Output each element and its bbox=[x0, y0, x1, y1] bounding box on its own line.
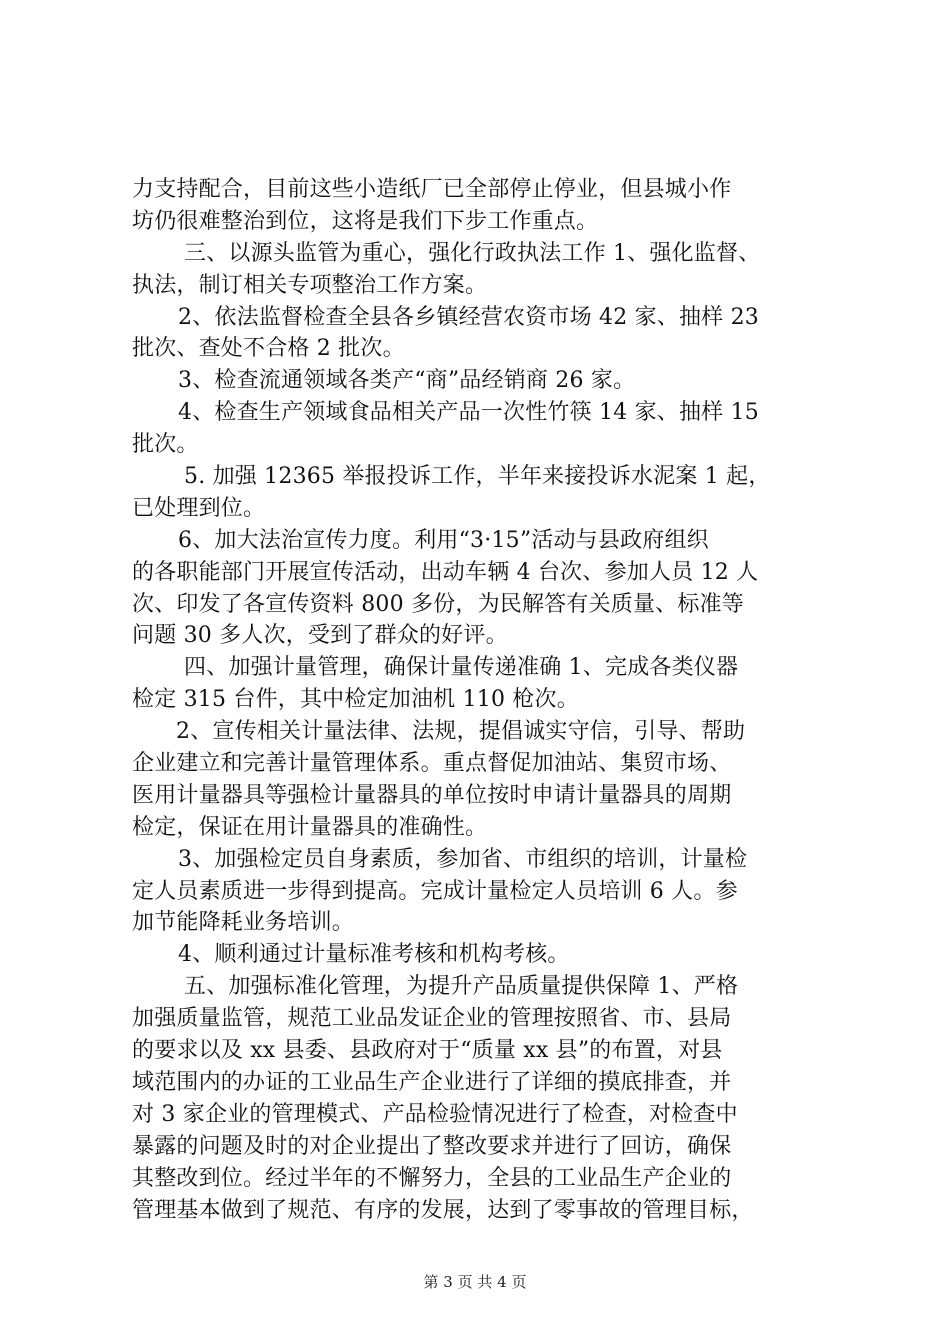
text-line: 坊仍很难整治到位，这将是我们下步工作重点。 bbox=[132, 208, 599, 234]
text-line: 检定 315 台件，其中检定加油机 110 枪次。 bbox=[132, 687, 579, 713]
text-line: 对 3 家企业的管理模式、产品检验情况进行了检查，对检查中 bbox=[132, 1101, 738, 1127]
text-line: 加节能降耗业务培训。 bbox=[132, 910, 355, 936]
text-line: 四、加强计量管理，确保计量传递准确 1、完成各类仪器 bbox=[184, 655, 739, 681]
text-line: 2、依法监督检查全县各乡镇经营农资市场 42 家、抽样 23 bbox=[178, 304, 759, 330]
text-line: 2、宣传相关计量法律、法规，提倡诚实守信，引导、帮助 bbox=[176, 719, 746, 745]
text-line: 定人员素质进一步得到提高。完成计量检定人员培训 6 人。参 bbox=[132, 878, 738, 904]
text-line: 问题 30 多人次，受到了群众的好评。 bbox=[132, 623, 508, 649]
body-text bbox=[132, 174, 860, 1226]
text-line: 三、以源头监管为重心，强化行政执法工作 1、强化监督、 bbox=[184, 240, 761, 266]
text-line: 3、加强检定员自身素质，参加省、市组织的培训，计量检 bbox=[178, 846, 748, 872]
text-line: 的要求以及 xx 县委、县政府对于“质量 xx 县”的布置，对县 bbox=[132, 1038, 723, 1064]
text-line: 五、加强标准化管理，为提升产品质量提供保障 1、严格 bbox=[184, 974, 739, 1000]
text-line: 加强质量监管，规范工业品发证企业的管理按照省、市、县局 bbox=[132, 1006, 732, 1032]
page-footer: 第 3 页 共 4 页 bbox=[423, 1273, 527, 1291]
text-line: 域范围内的办证的工业品生产企业进行了详细的摸底排查，并 bbox=[132, 1069, 732, 1095]
text-line: 已处理到位。 bbox=[132, 495, 266, 521]
text-line: 力支持配合，目前这些小造纸厂已全部停止停业，但县城小作 bbox=[132, 177, 732, 202]
text-line: 4、顺利通过计量标准考核和机构考核。 bbox=[178, 942, 570, 968]
text-line: 5. 加强 12365 举报投诉工作，半年来接投诉水泥案 1 起， bbox=[184, 464, 771, 490]
text-line: 医用计量器具等强检计量器具的单位按时申请计量器具的周期 bbox=[132, 782, 732, 808]
text-line: 批次、查处不合格 2 批次。 bbox=[132, 336, 405, 362]
text-line: 管理基本做到了规范、有序的发展，达到了零事故的管理目标， bbox=[132, 1197, 754, 1223]
text-line: 6、加大法治宣传力度。利用“3·15”活动与县政府组织 bbox=[178, 527, 709, 553]
text-line: 3、检查流通领域各类产“商”品经销商 26 家。 bbox=[178, 368, 636, 394]
text-line: 的各职能部门开展宣传活动，出动车辆 4 台次、参加人员 12 人 bbox=[132, 559, 759, 585]
text-line: 检定，保证在用计量器具的准确性。 bbox=[132, 814, 488, 840]
text-line: 批次。 bbox=[132, 432, 199, 458]
text-line: 企业建立和完善计量管理体系。重点督促加油站、集贸市场、 bbox=[132, 751, 732, 777]
text-line: 暴露的问题及时的对企业提出了整改要求并进行了回访，确保 bbox=[132, 1133, 732, 1159]
text-line: 其整改到位。经过半年的不懈努力，全县的工业品生产企业的 bbox=[132, 1165, 732, 1191]
text-line: 4、检查生产领域食品相关产品一次性竹筷 14 家、抽样 15 bbox=[178, 400, 759, 426]
text-line: 执法，制订相关专项整治工作方案。 bbox=[132, 272, 488, 298]
text-line: 次、印发了各宣传资料 800 多份，为民解答有关质量、标准等 bbox=[132, 591, 744, 617]
